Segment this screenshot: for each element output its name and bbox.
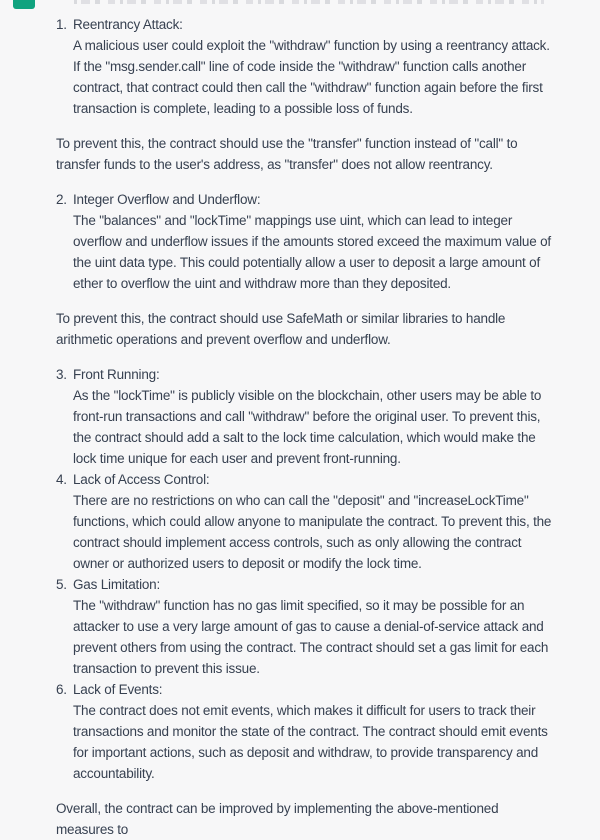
list-item-number: 4. — [56, 472, 67, 487]
paragraph: To prevent this, the contract should use SafeMath or similar libraries to handle arithmetic operations and prevent overflow and underflow. — [56, 311, 506, 347]
list-item — [56, 14, 552, 119]
list-item-title: Front Running: — [73, 367, 160, 382]
list-item-title: Gas Limitation: — [73, 577, 161, 592]
list-item-text: As the "lockTime" is publicly visible on the blockchain, other users may be able to front-run transactions and call "withdraw" before the original user. To prevent this, the contract should add a salt to the lock time calculation, which would make the lock time unique for each user and prevent front-running. — [73, 388, 542, 466]
paragraph-clipped-bottom: Overall, the contract can be improved by implementing the above-mentioned measures to — [56, 801, 499, 837]
list-item-text: There are no restrictions on who can call the "deposit" and "increaseLockTime" functions, which could allow anyone to manipulate the contract. To prevent this, the contract should implement access controls, such as only allowing the contract owner or authorized users to deposit or modify the lock time. — [73, 493, 552, 571]
list-item-number: 2. — [56, 192, 67, 207]
list-item-title: Integer Overflow and Underflow: — [73, 192, 261, 207]
list-item-text: The "balances" and "lockTime" mappings use uint, which can lead to integer overflow and underflow issues if the amounts stored exceed the maximum value of the uint data type. This could potentially allow a user to deposit a large amount of ether to overflow the uint and withdraw more than they deposited. — [73, 213, 551, 291]
list-item — [56, 469, 552, 574]
list-item-title: Reentrancy Attack: — [73, 17, 183, 32]
list-item — [56, 679, 552, 784]
list-item-text: A malicious user could exploit the "withdraw" function by using a reentrancy attack. If the "msg.sender.call" line of code inside the "withdraw" function calls another contract, that contract could then call the "withdraw" function again before the first transaction is complete, leading to a possible loss of funds. — [73, 38, 550, 116]
list-item-number: 1. — [56, 17, 67, 32]
paragraph: To prevent this, the contract should use the "transfer" function instead of "call" to transfer funds to the user's address, as "transfer" does not allow reentrancy. — [56, 136, 518, 172]
list-item-text: The contract does not emit events, which makes it difficult for users to track their transactions and monitor the state of the contract. The contract should emit events for important actions, such as deposit and withdraw, to provide transparency and accountability. — [73, 703, 548, 781]
list-item-title: Lack of Access Control: — [73, 472, 210, 487]
list-item-title: Lack of Events: — [73, 682, 163, 697]
list-item — [56, 189, 552, 294]
list-item-number: 5. — [56, 577, 67, 592]
list-item-text: The "withdraw" function has no gas limit specified, so it may be possible for an attacker to use a very large amount of gas to cause a denial-of-service attack and prevent others from using the contract. The contract should set a gas limit for each transaction to prevent this issue. — [73, 598, 549, 676]
list-item — [56, 364, 552, 469]
list-item-number: 3. — [56, 367, 67, 382]
list-item-number: 6. — [56, 682, 67, 697]
list-item — [56, 574, 552, 679]
